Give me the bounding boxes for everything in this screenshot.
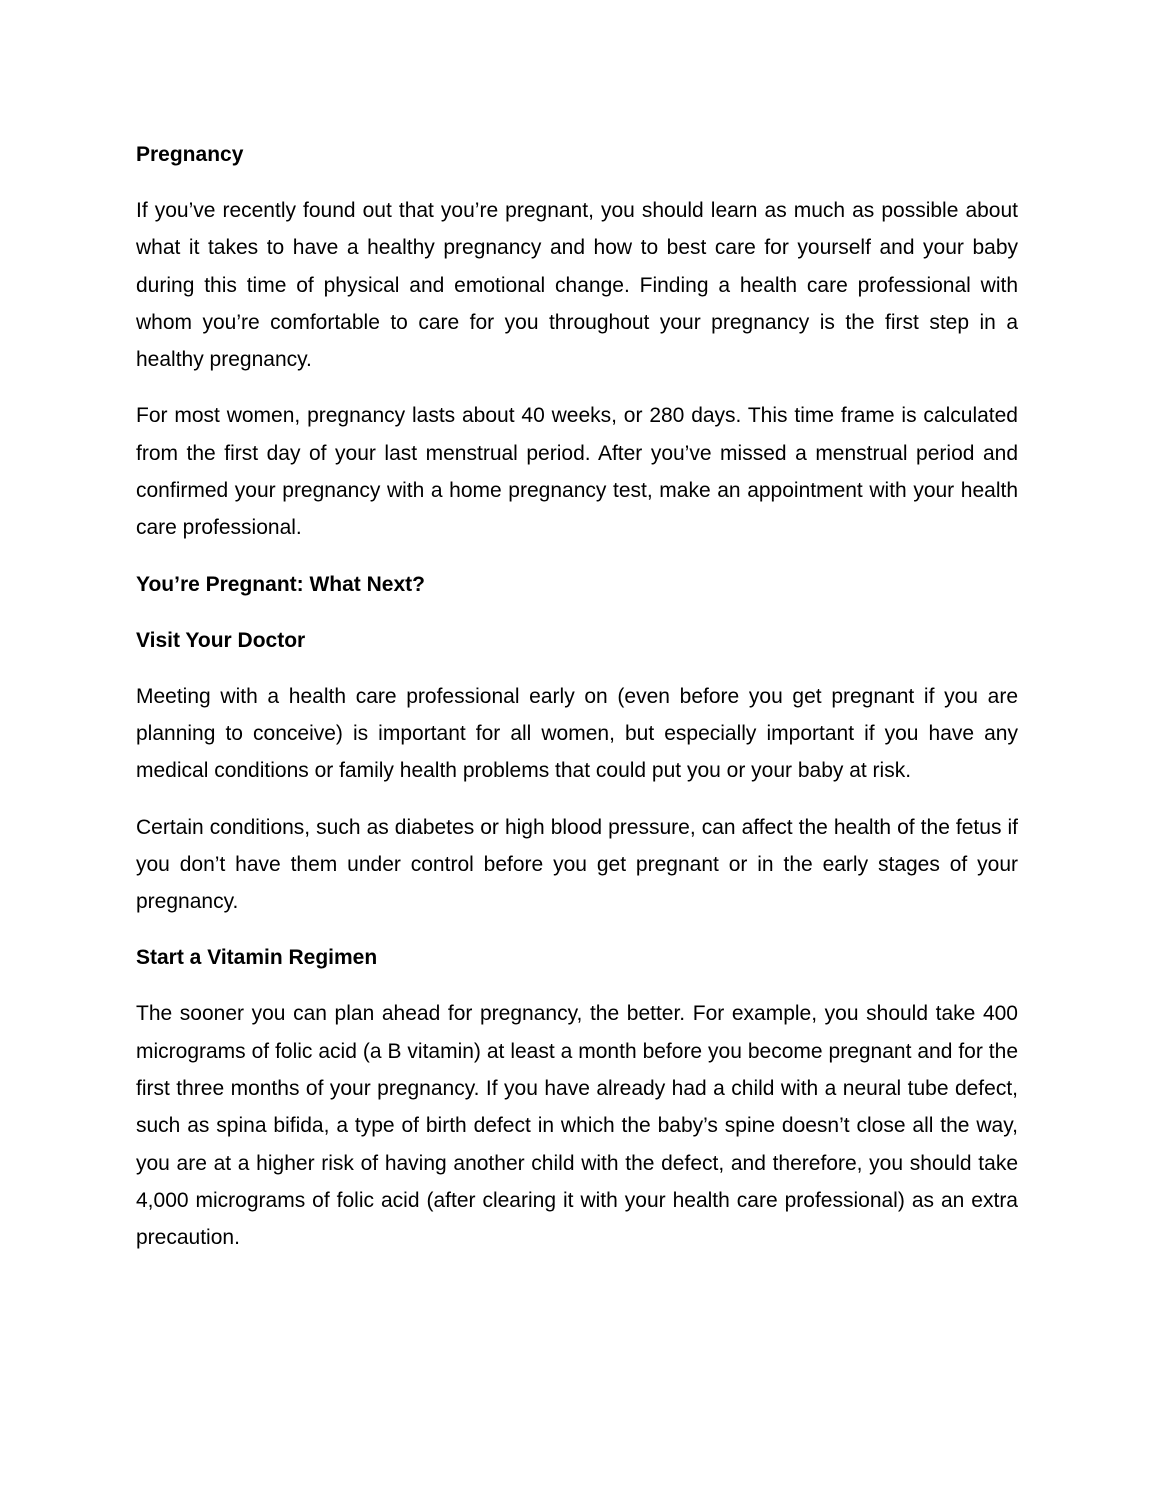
section-heading: You’re Pregnant: What Next? [136, 572, 425, 596]
visit-doctor-heading: Visit Your Doctor [136, 628, 306, 652]
vitamin-heading: Start a Vitamin Regimen [136, 946, 378, 970]
document-title: Pregnancy [136, 143, 244, 166]
vitamin-paragraph-1: The sooner you can plan ahead for pregnancy, the better. For example, you should take 400 micrograms of folic acid (a B vitamin) at least a month before you become pregnant and for the first three months of your pregnancy. If you have already had a child with a neural tube defect, such as spina bifida, a type of birth defect in which the baby’s spine doesn’t close all the way, you are at a higher risk of having another child with the defect, and therefore, you should take 4,000 micrograms of folic acid (after clearing it with your health care professional) as an extra precaution. [136, 1002, 1018, 1250]
visit-doctor-paragraph-2: Certain conditions, such as diabetes or high blood pressure, can affect the health of the fetus if you don’t have them under control before you get pregnant or in the early stages of your pregnancy. [136, 815, 1018, 914]
document-page [136, 136, 1018, 1276]
visit-doctor-paragraph-1: Meeting with a health care professional early on (even before you get pregnant if you are planning to conceive) is important for all women, but especially important if you have any medical conditions or family health problems that could put you or your baby at risk. [136, 684, 1018, 783]
intro-paragraph-1: If you’ve recently found out that you’re pregnant, you should learn as much as possible about what it takes to have a healthy pregnancy and how to best care for yourself and your baby during this time of physical and emotional change. Finding a health care professional with whom you’re comfortable to care for you throughout your pregnancy is the first step in a healthy pregnancy. [136, 199, 1018, 372]
intro-paragraph-2: For most women, pregnancy lasts about 40 weeks, or 280 days. This time frame is calculated from the first day of your last menstrual period. After you’ve missed a menstrual period and confirmed your pregnancy with a home pregnancy test, make an appointment with your health care professional. [136, 404, 1018, 540]
